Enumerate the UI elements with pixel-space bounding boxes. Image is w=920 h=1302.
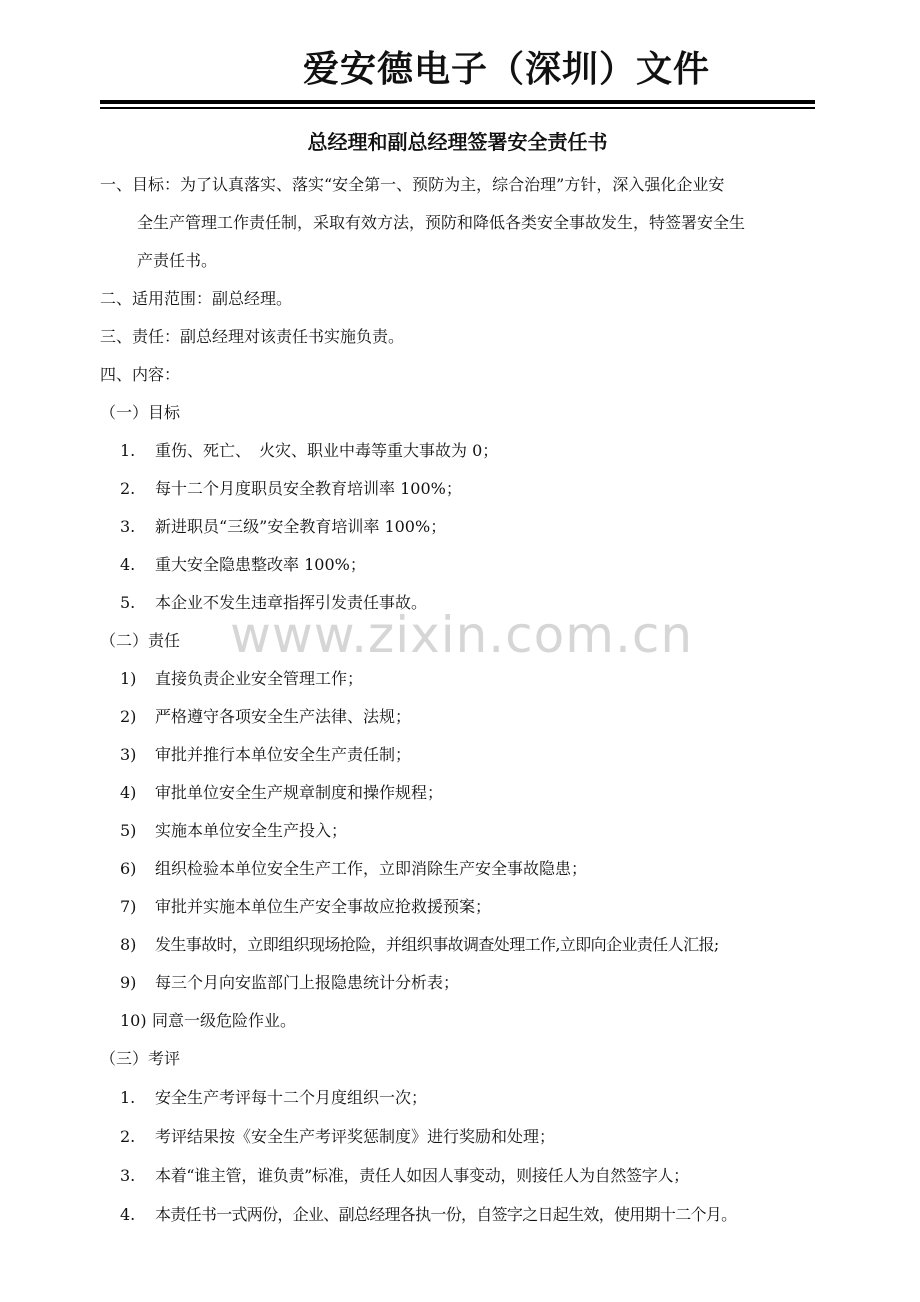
section-1-line-1: 一、目标：为了认真落实、落实“安全第一、预防为主，综合治理”方针，深入强化企业安 [100, 175, 725, 194]
duty-item-num: 2) [120, 707, 137, 726]
goal-item-num: 4. [120, 555, 136, 574]
duty-item-text: 审批并推行本单位安全生产责任制； [155, 745, 412, 764]
evaluation-item-num: 4. [120, 1205, 136, 1224]
duty-item-text: 同意一级危险作业。 [152, 1011, 297, 1030]
duty-item-text: 严格遵守各项安全生产法律、法规； [155, 707, 412, 726]
section-1-line-2: 全生产管理工作责任制，采取有效方法，预防和降低各类安全事故发生，特签署安全生 [137, 213, 746, 232]
duty-item-num: 3) [120, 745, 137, 764]
subsection-goals-heading: （一）目标 [100, 403, 181, 422]
duty-item-num: 7) [120, 897, 137, 916]
section-3-responsibility: 三、责任：副总经理对该责任书实施负责。 [100, 327, 405, 346]
section-4-content: 四、内容： [100, 365, 181, 384]
goal-item-num: 3. [120, 517, 136, 536]
duty-item-num: 6) [120, 859, 137, 878]
subsection-evaluation-heading: （三）考评 [100, 1049, 181, 1068]
company-file-title: 爱安德电子（深圳）文件 [302, 49, 710, 90]
header-rule-thick [100, 100, 815, 104]
goal-item-text: 本企业不发生违章指挥引发责任事故。 [155, 593, 428, 612]
duty-item-num: 5) [120, 821, 137, 840]
document-title: 总经理和副总经理签署安全责任书 [307, 130, 608, 154]
duty-item-text: 审批单位安全生产规章制度和操作规程； [155, 783, 444, 802]
duty-item-num: 9) [120, 973, 137, 992]
duty-item-text: 每三个月向安监部门上报隐患统计分析表； [155, 973, 460, 992]
duty-item-num: 1) [120, 669, 137, 688]
section-2-scope: 二、适用范围：副总经理。 [100, 289, 293, 308]
header-rule-thin [100, 107, 815, 109]
duty-item-text: 发生事故时，立即组织现场抢险，并组织事故调查处理工作,立即向企业责任人汇报; [155, 935, 719, 954]
duty-item-text: 审批并实施本单位生产安全事故应抢救援预案； [155, 897, 492, 916]
section-1-line-3: 产责任书。 [137, 251, 218, 270]
evaluation-item-text: 考评结果按《安全生产考评奖惩制度》进行奖励和处理； [155, 1127, 556, 1146]
goal-item-num: 1. [120, 441, 136, 460]
goal-item-text: 每十二个月度职员安全教育培训率 100%； [155, 479, 462, 498]
duty-item-text: 组织检验本单位安全生产工作，立即消除生产安全事故隐患； [155, 859, 588, 878]
duty-item-num: 10) [120, 1011, 147, 1030]
duty-item-num: 8) [120, 935, 137, 954]
goal-item-num: 5. [120, 593, 136, 612]
evaluation-item-num: 2. [120, 1127, 136, 1146]
evaluation-item-text: 本着“谁主管，谁负责”标准，责任人如因人事变动，则接任人为自然签字人； [155, 1166, 689, 1185]
document-header [100, 40, 815, 100]
evaluation-item-text: 安全生产考评每十二个月度组织一次； [155, 1088, 428, 1107]
watermark: www.zixin.com.cn [230, 606, 694, 664]
goal-item-text: 重伤、死亡、 火灾、职业中毒等重大事故为 0； [155, 441, 499, 460]
duty-item-text: 直接负责企业安全管理工作； [155, 669, 364, 688]
duty-item-num: 4) [120, 783, 137, 802]
evaluation-item-num: 1. [120, 1088, 136, 1107]
evaluation-item-num: 3. [120, 1166, 136, 1185]
goal-item-num: 2. [120, 479, 136, 498]
goal-item-text: 重大安全隐患整改率 100%； [155, 555, 366, 574]
subsection-duties-heading: （二）责任 [100, 631, 181, 650]
evaluation-item-text: 本责任书一式两份，企业、副总经理各执一份，自签字之日起生效，使用期十二个月。 [155, 1205, 737, 1224]
duty-item-text: 实施本单位安全生产投入； [155, 821, 348, 840]
goal-item-text: 新进职员“三级”安全教育培训率 100%； [155, 517, 447, 536]
